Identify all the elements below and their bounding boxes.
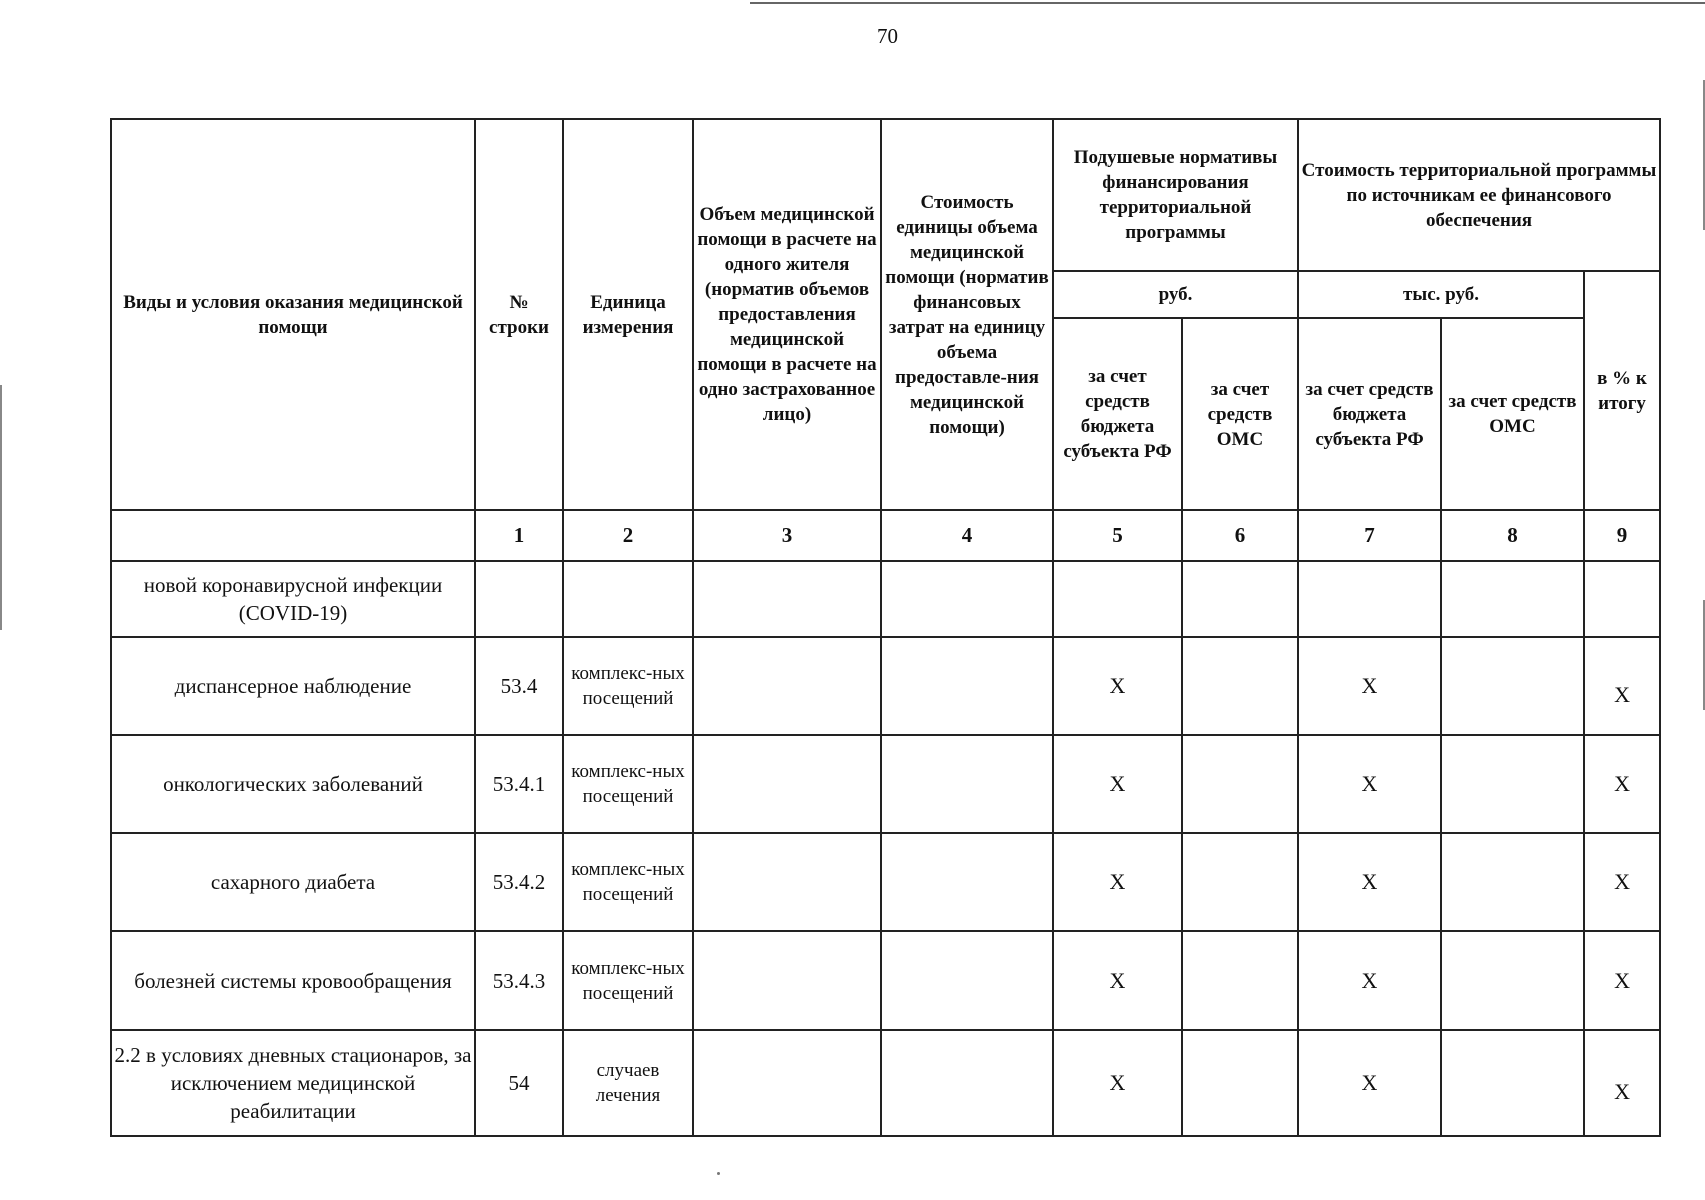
row-number: 53.4 <box>475 637 563 735</box>
row-col8 <box>1441 1030 1584 1136</box>
row-col9 <box>1584 561 1660 637</box>
row-col5: X <box>1053 735 1182 833</box>
row-number <box>475 561 563 637</box>
header-col6: за счет средств ОМС <box>1182 318 1298 510</box>
header-per-capita: Подушевые нормативы финансирования территориальной программы <box>1053 119 1298 271</box>
header-volume: Объем медицинской помощи в расчете на одного жителя (норматив объемов предоставления медицинской помощи в расчете на одно застрахованное лицо) <box>693 119 881 510</box>
column-number: 1 <box>475 510 563 561</box>
row-volume <box>693 931 881 1030</box>
row-col6 <box>1182 833 1298 931</box>
row-cost <box>881 1030 1053 1136</box>
row-cost <box>881 637 1053 735</box>
column-number: 9 <box>1584 510 1660 561</box>
row-col7: X <box>1298 833 1441 931</box>
row-unit: комплекс-ных посещений <box>563 833 693 931</box>
header-col7: за счет средств бюджета субъекта РФ <box>1298 318 1441 510</box>
row-col6 <box>1182 931 1298 1030</box>
table-row <box>111 735 1660 833</box>
row-name: онкологических заболеваний <box>111 735 475 833</box>
row-col6 <box>1182 637 1298 735</box>
header-kind: Виды и условия оказания медицинской помощи <box>111 119 475 510</box>
header-cost: Стоимость единицы объема медицинской помощи (норматив финансовых затрат на единицу объема предоставле-ния медицинской помощи) <box>881 119 1053 510</box>
program-cost-table <box>110 118 1661 1137</box>
row-unit: комплекс-ных посещений <box>563 637 693 735</box>
row-col7: X <box>1298 1030 1441 1136</box>
row-col5: X <box>1053 1030 1182 1136</box>
row-volume <box>693 561 881 637</box>
row-volume <box>693 735 881 833</box>
row-number: 53.4.3 <box>475 931 563 1030</box>
row-unit: случаев лечения <box>563 1030 693 1136</box>
row-col5: X <box>1053 931 1182 1030</box>
column-number: 8 <box>1441 510 1584 561</box>
row-number: 53.4.1 <box>475 735 563 833</box>
row-col7: X <box>1298 637 1441 735</box>
row-col8 <box>1441 637 1584 735</box>
row-number: 54 <box>475 1030 563 1136</box>
row-col5: X <box>1053 637 1182 735</box>
row-name: новой коронавирусной инфекции (COVID-19) <box>111 561 475 637</box>
row-name: сахарного диабета <box>111 833 475 931</box>
header-program-cost: Стоимость территориальной программы по источникам ее финансового обеспечения <box>1298 119 1660 271</box>
row-col9: X <box>1584 931 1660 1030</box>
empty-cell <box>111 510 475 561</box>
row-col5: X <box>1053 833 1182 931</box>
row-col8 <box>1441 931 1584 1030</box>
row-col6 <box>1182 735 1298 833</box>
table-row <box>111 1030 1660 1136</box>
column-number: 5 <box>1053 510 1182 561</box>
left-edge-mark <box>0 385 2 630</box>
row-unit: комплекс-ных посещений <box>563 931 693 1030</box>
header-col5: за счет средств бюджета субъекта РФ <box>1053 318 1182 510</box>
header-unit: Единица измерения <box>563 119 693 510</box>
row-volume <box>693 637 881 735</box>
row-col9: X <box>1584 833 1660 931</box>
header-row-no: № строки <box>475 119 563 510</box>
row-unit: комплекс-ных посещений <box>563 735 693 833</box>
scan-speck <box>717 1172 720 1175</box>
column-number: 3 <box>693 510 881 561</box>
row-col5 <box>1053 561 1182 637</box>
column-number: 4 <box>881 510 1053 561</box>
row-col9: X <box>1584 735 1660 833</box>
top-edge-rule <box>750 2 1705 4</box>
row-col9: X <box>1584 1030 1660 1136</box>
column-numbers-row <box>111 510 1660 561</box>
row-col7 <box>1298 561 1441 637</box>
row-cost <box>881 931 1053 1030</box>
row-name: диспансерное наблюдение <box>111 637 475 735</box>
row-col8 <box>1441 561 1584 637</box>
table-row <box>111 931 1660 1030</box>
row-col6 <box>1182 1030 1298 1136</box>
row-unit <box>563 561 693 637</box>
row-volume <box>693 833 881 931</box>
row-name: болезней системы кровообращения <box>111 931 475 1030</box>
row-number: 53.4.2 <box>475 833 563 931</box>
column-number: 2 <box>563 510 693 561</box>
header-col9: в % к итогу <box>1584 271 1660 510</box>
header-col8: за счет средств ОМС <box>1441 318 1584 510</box>
page-number: 70 <box>877 24 898 48</box>
row-col8 <box>1441 735 1584 833</box>
row-cost <box>881 735 1053 833</box>
row-col9: X <box>1584 637 1660 735</box>
table-row <box>111 833 1660 931</box>
row-col6 <box>1182 561 1298 637</box>
row-name: 2.2 в условиях дневных стационаров, за исключением медицинской реабилитации <box>111 1030 475 1136</box>
row-col7: X <box>1298 735 1441 833</box>
row-cost <box>881 833 1053 931</box>
column-number: 6 <box>1182 510 1298 561</box>
row-volume <box>693 1030 881 1136</box>
column-number: 7 <box>1298 510 1441 561</box>
header-thous-rub: тыс. руб. <box>1298 271 1584 318</box>
table-row <box>111 637 1660 735</box>
header-rub: руб. <box>1053 271 1298 318</box>
row-col7: X <box>1298 931 1441 1030</box>
row-col8 <box>1441 833 1584 931</box>
table-row <box>111 561 1660 637</box>
row-cost <box>881 561 1053 637</box>
